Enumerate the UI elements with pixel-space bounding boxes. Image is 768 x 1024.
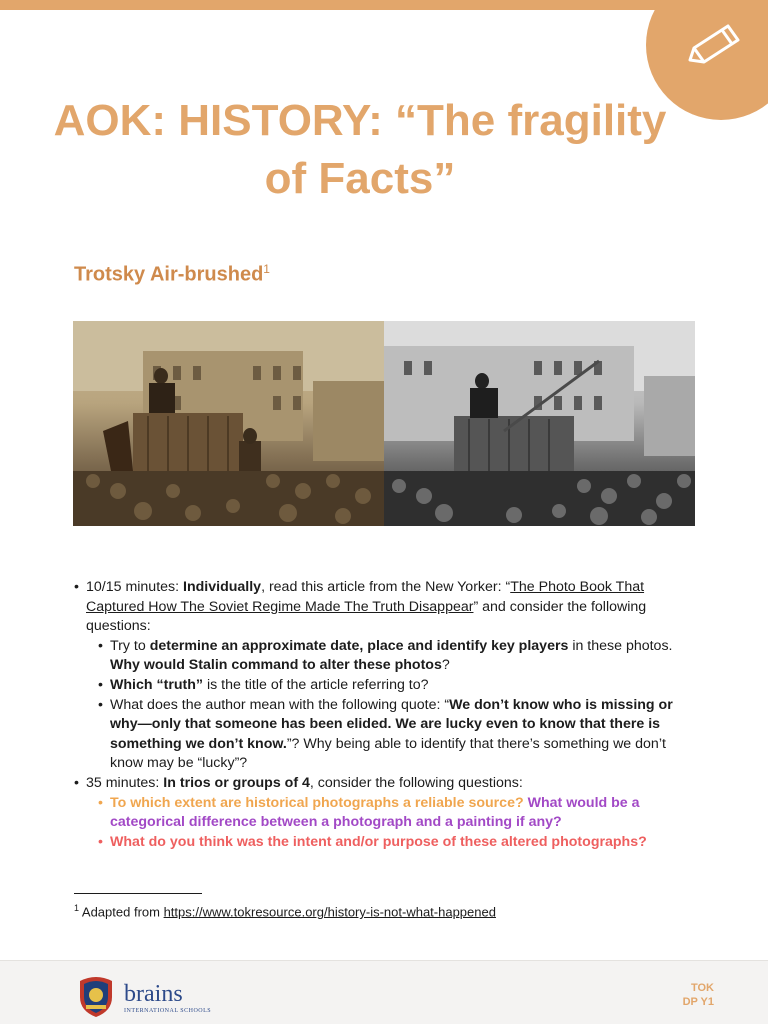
sub-bullet-truth — [98, 676, 694, 696]
page-title — [40, 92, 680, 208]
bullet-group-task — [74, 774, 694, 852]
footnote-divider — [74, 893, 202, 894]
question-intent: What do you think was the intent and/or purpose of these altered photographs? — [110, 833, 647, 850]
sub-bullet-determine — [98, 637, 694, 676]
group-question-1 — [98, 794, 694, 833]
text: Try to — [110, 637, 150, 654]
emphasis: Why would Stalin command to alter these photos — [110, 657, 442, 674]
question-categorical: What would be a categorical difference between a photograph and a painting if any? — [110, 794, 640, 831]
text: , consider the following questions: — [309, 774, 523, 791]
section-subtitle — [74, 262, 270, 287]
text: ” and consider the following questions: — [86, 598, 647, 635]
question-reliability: To which extent are historical photographs a reliable source? — [110, 794, 524, 811]
emphasis: Individually — [183, 579, 262, 595]
text: , read this article from the New Yorker: “ — [261, 579, 511, 595]
subtitle-text: Trotsky Air-brushed — [74, 263, 264, 286]
group-question-2 — [98, 833, 694, 853]
footnote-number: 1 — [74, 903, 80, 913]
title-line-2: of Facts” — [264, 154, 456, 203]
footnote-text: Adapted from — [79, 904, 164, 920]
top-accent-bar — [0, 0, 768, 10]
bullet-individual-task — [74, 578, 694, 774]
text: ”? Why being able to identify that there’s something we don’t know may be “lucky”? — [110, 735, 666, 772]
emphasis: In trios or groups of 4 — [163, 774, 310, 791]
pencil-icon — [684, 22, 754, 66]
text: in these photos. — [568, 637, 673, 654]
footnote — [74, 903, 496, 919]
brand-subtitle: INTERNATIONAL SCHOOLS — [124, 1008, 212, 1014]
emphasis: determine an approximate date, place and identify key players — [149, 637, 569, 654]
brand-name: brains — [124, 981, 183, 1007]
activity-instructions — [74, 578, 694, 852]
article-link[interactable]: The Photo Book That Captured How The Soviet Regime Made The Truth Disappear — [86, 579, 645, 615]
quote: We don’t know who is missing or why—only that someone has been elided. We are lucky even to know that there is something we don’t know. — [110, 696, 673, 752]
sub-bullet-quote — [98, 696, 694, 774]
footnote-ref[interactable]: 1 — [263, 262, 270, 276]
text: ? — [441, 657, 450, 674]
course-name: TOK — [690, 982, 714, 994]
original-photo — [73, 321, 384, 526]
title-line-1: AOK: HISTORY: “The fragility — [53, 96, 667, 145]
course-year: DP Y1 — [682, 996, 714, 1008]
emphasis: Which “truth” — [110, 676, 203, 693]
text: 10/15 minutes: — [86, 579, 184, 595]
footnote-link[interactable]: https://www.tokresource.org/history-is-not-what-happened — [163, 904, 496, 920]
school-crest-icon — [76, 973, 116, 1017]
text: What does the author mean with the following quote: “ — [110, 696, 450, 713]
altered-photo — [384, 321, 695, 526]
page-footer — [0, 960, 768, 1024]
text: 35 minutes: — [86, 774, 164, 791]
course-tag — [683, 981, 714, 1009]
text: is the title of the article referring to? — [203, 676, 429, 693]
